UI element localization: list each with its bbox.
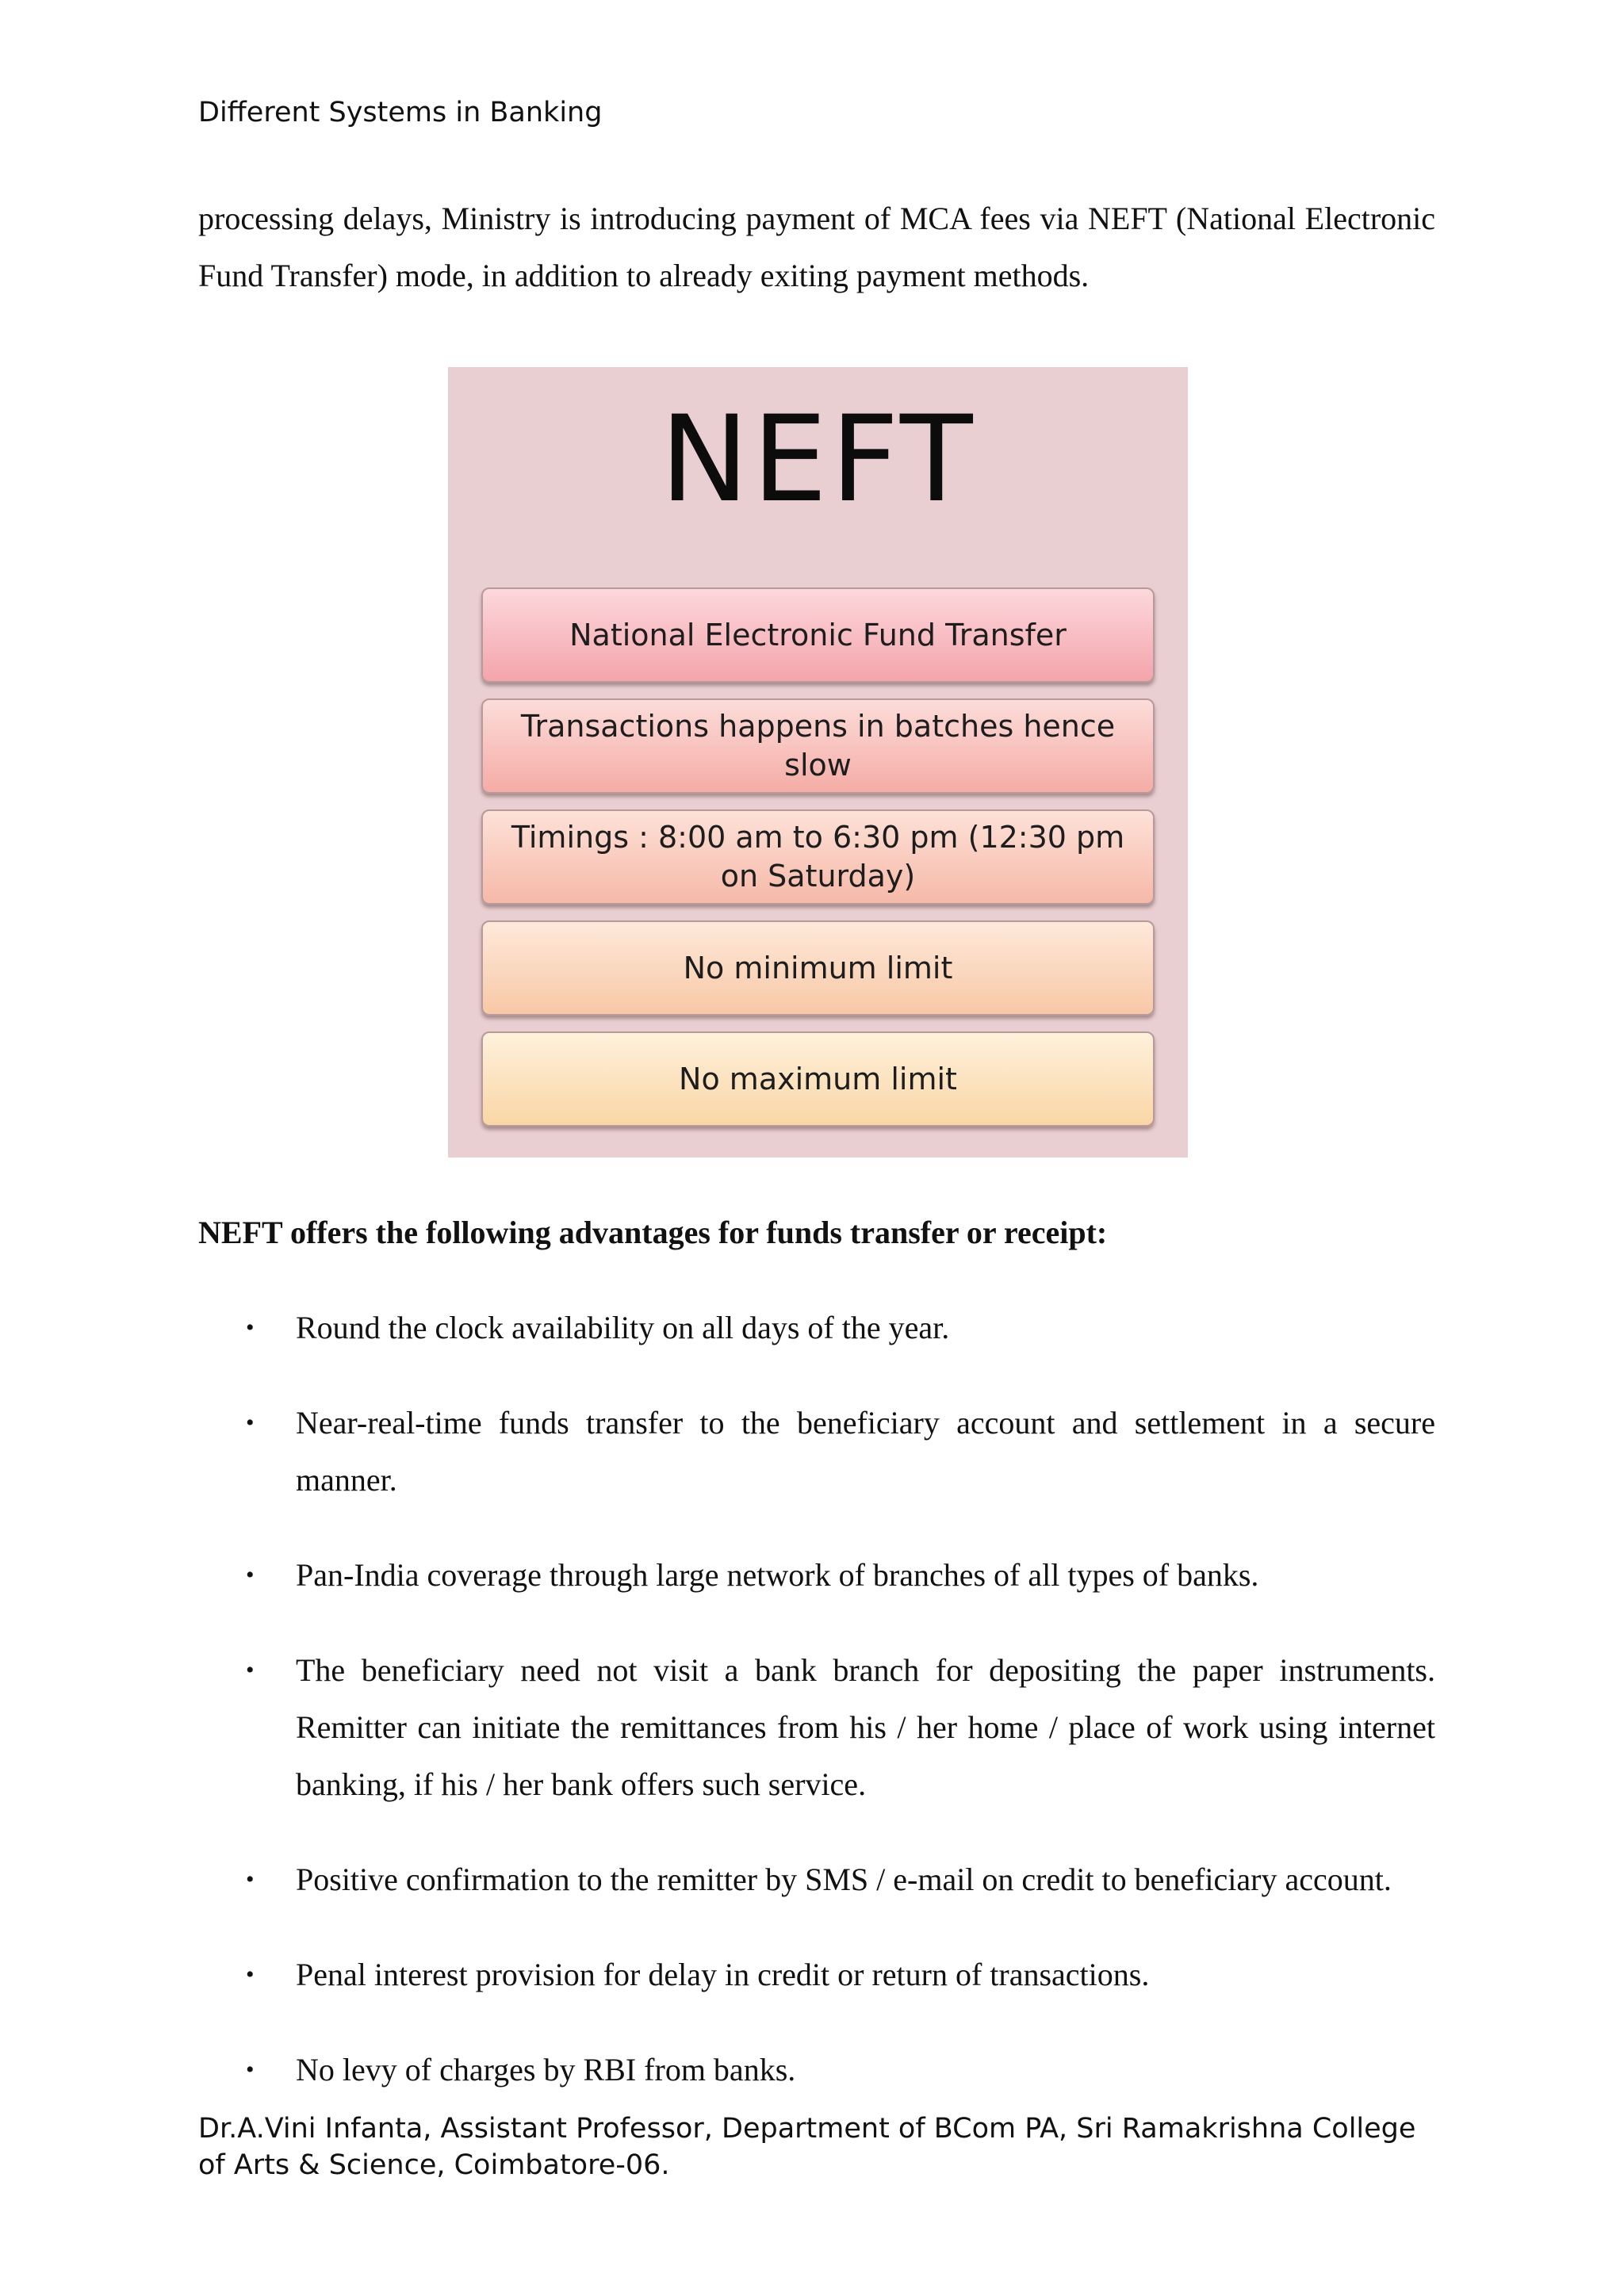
bullet-icon: • — [246, 1410, 255, 1436]
advantages-heading: NEFT offers the following advantages for funds transfer or receipt: — [198, 1215, 1108, 1250]
list-item — [246, 1395, 1435, 1509]
list-item-text: Positive confirmation to the remitter by SMS / e-mail on credit to beneficiary account. — [296, 1862, 1392, 1897]
figure-title: NEFT — [660, 391, 976, 529]
list-item-text: Near-real-time funds transfer to the beneficiary account and settlement in a secure manner. — [296, 1405, 1435, 1498]
list-item — [246, 1642, 1435, 1813]
list-item — [246, 1851, 1435, 1908]
bullet-icon: • — [246, 1314, 255, 1341]
bullet-icon: • — [246, 1657, 255, 1683]
figure-box-full-form: National Electronic Fund Transfer — [481, 587, 1155, 683]
figure-box-batches: Transactions happens in batches hence slow — [481, 698, 1155, 794]
bullet-icon: • — [246, 1866, 255, 1892]
list-item-text: The beneficiary need not visit a bank branch for depositing the paper instruments. Remitter can initiate the remittances from his / her home / place of work using internet banking, if his / her bank offers such service. — [296, 1652, 1435, 1802]
figure-box-minimum-limit: No minimum limit — [481, 920, 1155, 1016]
list-item — [246, 1547, 1435, 1604]
list-item-text: Penal interest provision for delay in credit or return of transactions. — [296, 1957, 1150, 1992]
intro-paragraph: processing delays, Ministry is introducing payment of MCA fees via NEFT (National Electronic Fund Transfer) mode, in addition to already exiting payment methods. — [198, 201, 1435, 293]
list-item-text: No levy of charges by RBI from banks. — [296, 2052, 796, 2087]
page-header: Different Systems in Banking — [198, 97, 603, 128]
list-item — [246, 1946, 1435, 2003]
bullet-icon: • — [246, 1562, 255, 1588]
list-item-text: Round the clock availability on all days of the year. — [296, 1310, 950, 1345]
bullet-icon: • — [246, 2057, 255, 2083]
neft-figure — [448, 367, 1188, 1158]
figure-box-maximum-limit: No maximum limit — [481, 1031, 1155, 1127]
page-footer: Dr.A.Vini Infanta, Assistant Professor, Department of BCom PA, Sri Ramakrishna College of Arts & Science, Coimbatore-06. — [198, 2113, 1416, 2181]
bullet-icon: • — [246, 1961, 255, 1988]
list-item — [246, 1299, 1435, 1357]
figure-box-timings: Timings : 8:00 am to 6:30 pm (12:30 pm on Saturday) — [481, 809, 1155, 905]
list-item-text: Pan-India coverage through large network of branches of all types of banks. — [296, 1557, 1259, 1593]
list-item — [246, 2042, 1435, 2099]
